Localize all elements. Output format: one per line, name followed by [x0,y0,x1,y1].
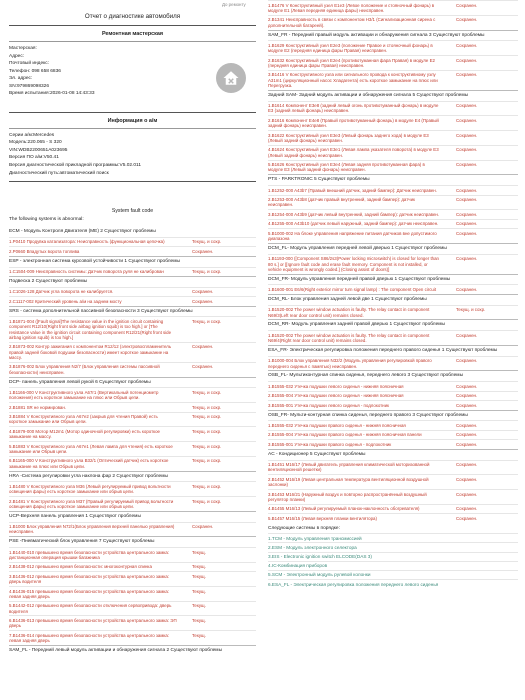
fault-description: 4.B1624 Конструктивный узел E3e1 (Левая лампа указателя поворота) в модуле E3 (Левый задний фонарь) неисправен. [268,147,439,158]
fault-status: Сохранен. [456,197,478,203]
fault-description: 2.B1438-012 превышено время безопасности: многоконтурная спинка [9,564,152,570]
fault-status: Сохранен. [456,221,478,227]
fault-status: Сохранен. [456,515,478,521]
fault-status: Текущ. [192,618,206,624]
system-group-header: DCM_FL- Модуль управления передней левой дверью 1 Существуют проблемы [268,243,518,254]
fault-description: 2.B1881 SR не нормирован. [9,404,67,410]
normal-system-item: 3.EIS - Electronic ignition switch ELCODE(DAS 3) [268,552,518,561]
shop-section [9,31,256,98]
system-group-header: ESA_FR- Электрическая регулировка положения переднего правого сиденья 1 Существуют проблемы [268,345,518,356]
fault-description: 5.B1883 V Конструктивного узла A67e1 (Левая лампа для чтения) есть короткое замыкание или Обрыв цепи. [9,443,173,454]
fault-row [9,267,256,276]
fault-row [268,504,518,513]
info-field: Диагностический путь:автоматический поиск [9,170,109,176]
fault-description: 2.B1341 Неисправность в связи с компонентом H3/1 (Сигнализационная сирена с дополнительной батареей). [268,17,436,28]
system-group-header: SAM_FR - Передний правый модуль активации и обнаружения сигнала 3 Существуют проблемы [268,30,518,41]
fault-status: Сохранен. [456,230,478,236]
fault-row [268,391,518,400]
fault-description: 2.B1555-004 Утечка подушки левого сиденья - нижняя поясничная [268,393,404,399]
normal-systems-title: Следующие системы в порядке: [268,526,340,532]
info-field: Серии а/м:Mercedes [9,132,55,138]
fault-status: Сохранен. [456,211,478,217]
system-group-header: Подвеска 2 Существуют проблемы [9,276,256,287]
fault-row [268,40,518,55]
fault-row [268,254,518,274]
fault-row [9,441,256,456]
fault-status: Сохранен. [456,117,478,123]
fault-status: Сохранен. [456,103,478,109]
fault-row [268,420,518,429]
fault-status: Сохранен. [456,256,478,262]
fault-description: 4.B1436-015 превышено время безопасности устройства центрального замка: левая задняя дверь [9,588,170,599]
fault-row [268,0,518,15]
system-group-header: PSE -Пневматический блок управления 7 Существуют проблемы [9,536,256,547]
fault-row [268,70,518,90]
fault-row [9,562,256,571]
fault-status: Текущ. [192,603,206,609]
fault-status: Сохранен. [456,393,478,399]
fault-status: Текущ. и сохр. [192,319,222,325]
fault-status: Сохранен. [456,358,478,364]
system-group-header: DCM_FR- Модуль управления передней правой дверью 1 Существуют проблемы [268,274,518,285]
fault-row [9,426,256,441]
fault-row [9,571,256,586]
right-fault-list [268,0,518,523]
fault-status: Текущ. и сохр. [192,404,222,410]
fault-description: 1.B1476 V Конструктивный узел E1e3 (Левое положение и стояночный фонарь) в модуле E1 (Левая передняя единица фары) неисправен. [268,2,435,13]
fault-description: 4.B1255-000 A43b10 (датчик левый наружный, задний бампер): датчик неисправен. [268,221,439,227]
fault-status: Сохранен. [456,506,478,512]
fault-description: 3.B1436-012 превышено время безопасности устройства центрального замка: дверь водителя [9,573,170,585]
fault-status: Текущ. и сохр. [192,428,222,434]
fault-status: Текущ. и сохр. [192,269,222,275]
report-title: Отчет о диагностике автомобиля [84,13,181,20]
fault-row [268,430,518,439]
fault-row [268,400,518,409]
fault-status: Текущ. и сохр. [192,458,222,464]
info-field: Мастерская: [9,45,37,51]
fault-status: Сохранен. [456,132,478,138]
fault-description: 2.B1873-002 Контур зажигания с компонентом R12/12 (электровоспламенитель правой задней боковой подушки безопасности) имеет короткое замыкание на массу. [9,344,172,360]
fault-row [9,316,256,341]
fault-row [268,513,518,522]
fault-status: Текущ. и сохр. [192,483,222,489]
fault-status: Текущ. [192,573,206,579]
system-group-header: AC - Кондиционер 5 Существуют проблемы [268,449,518,460]
info-field: Эл. адрес: [9,76,33,82]
info-field: VIN:WDB2200651A023695 [9,147,68,153]
fault-description: 1.B1166-000 V Конструктивного узла A67r1 (Вертикальный потенциометр положения) есть короткое замыкание на плюс или Обрыв цепи. [9,389,159,401]
fault-description: 2.B1452 M16/19 (Левая центральная температура вентиляционной воздушной заслонки) [268,476,429,488]
fault-row [9,630,256,645]
shop-section-title: Ремонтная мастерская [101,31,164,38]
fault-status: Сохранен. [456,476,478,482]
abnormal-label: The following systems is abnormal: [9,217,84,223]
fault-row [9,246,256,255]
system-group-header: PTS - PARKTRONIC 5 Существуют проблемы [268,174,518,185]
fault-description: 1.B1440-010 превышено время безопасности устройства центрального замка: дистанционная операция крышки багажника [9,549,170,560]
fault-row [9,481,256,496]
info-field: Версия ПО а/м:V50.41 [9,155,59,161]
fault-row [9,522,256,537]
fault-row [268,115,518,130]
fault-description: 5.B1626 Конструктивный узел E3e4 (Левая задняя противотуманная фара) в модуле E3 (Левый задний фонарь) неисправен. [268,162,425,173]
fault-row [268,15,518,30]
fault-status: Сохранен. [192,248,214,254]
fault-description: 6.B1436-013 превышено время безопасности устройства центрального замка: ЭП дверь [9,618,177,629]
fault-description: 5.B1457 M16/15 (Левая верхняя планки вентилятора) [268,515,377,521]
fault-row [9,456,256,471]
fault-description: 1.C1504-009 Неисправность системы: Датчик поворота руля не калиброван [9,269,164,275]
system-group-header: Задний SAM- Задний модуль активации и обнаружения сигнала 5 Существуют проблемы [268,90,518,101]
fault-status: Текущ. [192,588,206,594]
fault-row [268,228,518,243]
fault-description: 7.B1436-014 превышено время безопасности устройства центрального замка: левая задняя дверь [9,632,170,644]
fault-description: 1.B1555-032 Утечка подушки правого сиденья - нижняя поясничная [268,422,406,428]
divider [9,41,256,42]
system-group-header: DCM_RR- Модуль управления задней правой дверью 1 Существуют проблемы [268,319,518,330]
fault-status: Сохранен. [456,491,478,497]
fault-status: Сохранен. [456,287,478,293]
fault-description: 2.B1253-000 A43b8 (датчик правый внутренний, задний бампер): датчик неисправен. [268,197,415,208]
system-group-header: DCM_RL- Блок управления задней левой две 1 Существуют проблемы [268,294,518,305]
divider [9,112,256,113]
fault-description: 1.B1252-000 A43b7 (Правый внешний датчик, задний бампер): Датчик неисправен. [268,187,437,193]
system-group-header: ECM - Модуль Контроля Двигателя (ME) 2 Существуют проблемы [9,229,156,235]
fault-description: 1.B1871-004 ([Fault signal]The resistance value in the ignition circuit containing component R12/10(Right front side airbag ignition squib) is too high.] or [The resistance value in the ignition circuit containing component R12/21(Right front side airbag ignition squib) is too high.] [9,319,172,340]
fault-row [268,160,518,175]
fault-row [9,362,256,377]
vehicle-fields [9,132,256,178]
fault-row [268,381,518,390]
divider [9,181,256,182]
system-group-header: SRS - система дополнительной пассивной безопасности 3 Существуют проблемы [9,306,256,317]
fault-status: Сохранен. [192,298,214,304]
fault-status: Сохранен. [456,57,478,63]
fault-row [268,209,518,218]
system-group-header: DCP- панель управления левой рукой 6 Существуют проблемы [9,377,256,388]
fault-status: Сохранен. [192,344,214,350]
fault-description: 1.B1000 Блок управления N72/1(Блок управления верхней панелью управления) неисправен. [9,524,175,535]
fault-description: 1.B1614 Компонент E3e8 (задний левый огонь противотуманный фонарь) в модуле E3 (задний левый фонарь) неисправен. [268,103,439,114]
fault-description: 3.B1254-000 A43b9 (датчик левый внутренний, задний бампер): датчик неисправен. [268,211,440,217]
info-field: Модель:220.065 - S 320 [9,140,62,146]
fault-row [268,439,518,448]
fault-row [268,330,518,345]
system-group-header: OSB_FL- Мультиконтурная спинка сиденья, переднего левого 3 Существуют проблемы [268,370,518,381]
info-field: Телефон: 098 658 6836 [9,68,61,74]
info-field: Время испытания:2026-01-08 14:43:33 [9,91,95,97]
fault-status: Текущ. и сохр. [192,389,222,395]
fault-description: 2.C1117-002 Критический уровень а/м на заднем мосту [9,298,122,304]
fault-status: Текущ. и сохр. [456,307,486,313]
fault-description: 1.C1026-128 Датчик угла поворота не калибруется. [9,289,114,295]
fault-section-title: System fault code [111,208,154,215]
fault-status: Сохранен. [456,42,478,48]
fault-row [268,489,518,504]
vehicle-section-title: Информация о а/м [107,118,158,125]
system-group-header: OSB_FR- Мульти-контурная спинка сиденья, переднего правого 3 Существуют проблемы [268,410,518,421]
fault-row [9,342,256,362]
fault-row [268,460,518,475]
fault-description: 3.B1622 Конструктивный узел E3e3 (Левый фонарь заднего хода) в модуле E3 (Левый задний фонарь) неисправен. [268,132,429,143]
fault-status: Сохранен. [456,441,478,447]
top-note: До ремонту [222,2,246,7]
fault-row [9,402,256,411]
fault-description: 1.B1480 V Конструктивного узла M36 (Левый регулируемый привод вольтности освещения фары) есть короткое замыкание или обрыв цепи. [9,483,171,495]
info-field: SN:979869098326 [9,83,50,89]
fault-row [268,101,518,116]
fault-description: 3.B1884 V Конструктивного узла A67e2 (закрыв для чтения Правой) есть короткое замыкание или Обрыв цепи. [9,414,158,425]
fault-description: 1.B1600-001 E6/6(Right exterior mirror turn signal lamp) : The component Open circuit [268,287,437,293]
fault-description: 2.P0660 Впадутых ворота топлива [9,248,80,254]
normal-system-item: 2.ESM - Модуль электронного селектора [268,542,518,551]
info-field: Адрес: [9,53,25,59]
fault-description: 6.B1165-000 V Конструктивного узла B32/1 (Оптический датчик) есть короткое замыкание на плюс или Обрыв цепи. [9,458,169,469]
fault-status: Сохранен. [456,162,478,168]
fault-row [9,296,256,305]
fault-row [268,356,518,371]
fault-description: 4.B1455 M16/13 (Левый регулируемый планок-наклонность обогревателя) [268,506,420,512]
fault-description: 1.B1629 Конструктивный узел E2e3 (положение Правое и стояночный фонарь) в модуле E2 (передняя единица фары Правая) неисправен. [268,42,433,54]
fault-description: 1.B1000-004 Блок управления N32/2 (Модуль управления регулировкой правого переднего сиденья с памятью) неисправен. [268,358,432,369]
fault-row [9,412,256,427]
normal-systems-list [268,533,518,588]
fault-row [9,547,256,562]
fault-row [9,287,256,296]
fault-description: 2.B1481 V Конструктивного узла M37 (Правый регулируемый привод вольтности освещения фары) есть короткое замыкание или обрыв цепи. [9,498,174,509]
fault-status: Сохранен. [456,422,478,428]
left-column [9,0,256,656]
fault-row [268,474,518,489]
fault-row [268,55,518,70]
fault-status: Сохранен. [192,364,214,370]
fault-row [268,305,518,320]
fault-description: 1.B1451 M16/17 (Левый двигатель управления климатической моторизованной вентиляционной решетки) [268,462,430,473]
info-field: Почтовый индекс: [9,61,50,67]
fault-status: Сохранен. [192,524,214,530]
fault-status: Текущ. [192,549,206,555]
fault-row [9,586,256,601]
fault-description: 5.B1442-012 превышено время безопасности отключения сервопривода: дверь водителя [9,603,172,614]
fault-status: Сохранен. [456,187,478,193]
vehicle-section [9,118,256,177]
left-fault-list [9,227,256,656]
info-field: Версия диагностической прикладной программы:V5.02.011 [9,162,142,168]
fault-status: Сохранен. [456,462,478,468]
divider [9,128,256,129]
fault-description: 3.B1555-001 Утечка подушки левого сиденья - подлокотник [268,402,389,408]
fault-row [9,615,256,630]
normal-system-item: 4.IC-Комбинация приборов [268,561,518,570]
fault-status: Сохранен. [456,402,478,408]
fault-status: Текущ. и сохр. [192,239,222,245]
fault-row [268,185,518,194]
fault-description: 3.B1876-002 Блок управления N2/7 (Блок управления системы пассивной безопасности) неисправен. [9,364,160,375]
divider [9,25,256,26]
fault-description: 2.B1616 Компонент E4e8 (Правый противотуманный фонарь) в модуле E4 (Правый задний фонарь) неисправен. [268,117,439,129]
fault-status: Текущ. [192,564,206,570]
fault-row [9,237,256,246]
fault-description: 3.B1453 M16/21 (Наружный воздух и повторно распространённый воздушный регулятор планки) [268,491,427,502]
fault-status: Сохранен. [192,289,214,295]
fault-row [9,387,256,402]
system-group-header: SAM_FL - Передний левый модуль активации и обнаружения сигнала 2 Существуют проблемы [9,645,256,656]
fault-row [268,130,518,145]
fault-status: Сохранен. [456,432,478,438]
right-column [268,0,518,589]
fault-status: Сохранен. [456,17,478,23]
fault-status: Сохранен. [456,147,478,153]
fault-status: Текущ. и сохр. [192,498,222,504]
normal-system-item: 6.ESA_FL - Электрическая регулировка положения переднего левого сиденья [268,579,518,588]
fault-description: 3.B1416 V Конструктивного узла или сигнального провода к конструктивному узлу A31m1 (циркуляционный насос Хладагента) есть короткое замыкание на плюс или Перегрузка. [268,72,438,88]
fault-description: 2.B1632 Конструктивный узел E2e4 (противотуманная фара Правая) в модуле E2 (передняя единица фары Правая) неисправен. [268,57,435,68]
fault-description: 5.B1000-002 На блоке управления напряжение питания датчиков вне допустимого диапазона [268,230,437,242]
fault-row [9,496,256,511]
fault-status: Текущ. и сохр. [192,443,222,449]
fault-row [268,284,518,293]
normal-system-item: 1.TCM - Модуль управления трансмиссией [268,533,518,542]
fault-description: 1.B1193-000 ([Component S86/2s3(Power locking microswitch) is closed for longer than 80 s.] or [[Ignore fault code and erase fault memory. Component is not installed, or vehicle equipment is wrongly coded.] (Closing assist of doors)] [268,256,439,272]
fault-description: 1.P0410 Продувка катализатора: Неисправность (функциональная цепочка) [9,239,165,245]
normal-system-item: 5.SCM - Электронный модуль рулевой колонки [268,570,518,579]
fault-status: Сохранен. [456,2,478,8]
fault-description: 1.B1520-002 The power window actuation is faulty. The relay contact in component N69/4(Right rear door control unit) remains closed. [268,332,430,344]
fault-status: Сохранен. [456,383,478,389]
fault-row [268,219,518,228]
fault-description: 4.B1879-000 Мотор M12m1 (Мотор одиночной регулировки) есть короткое замыкание на массу. [9,428,160,440]
system-group-header: UCP-Верхняя панель управления 1 Существуют проблемы [9,511,256,522]
fault-description: 2.B1555-004 Утечка подушки правого сиденья - нижняя поясничная панели [268,432,422,438]
fault-row [268,195,518,210]
fault-status: Сохранен. [456,72,478,78]
fault-description: 1.B1555-032 Утечка подушки левого сиденья - нижняя поясничная [268,383,404,389]
fault-description: 1.B1520-002 The power window actuation is faulty. The relay contact in component N69/3(Left rear door control unit) remains closed. [268,307,430,318]
system-group-header: ESP - электронная система курсовой устойчивости 1 Существуют проблемы [9,256,256,267]
fault-status: Текущ. [192,632,206,638]
fault-row [9,601,256,616]
fault-status: Сохранен. [456,332,478,338]
fault-status: Текущ. и сохр. [192,414,222,420]
fault-row [268,145,518,160]
system-group-header: HRA -Система регулировки угла наклона фар 2 Существуют проблемы [9,471,256,482]
fault-description: 3.B1555-001 Утечка подушки правого сиденья - подлокотник [268,441,392,447]
